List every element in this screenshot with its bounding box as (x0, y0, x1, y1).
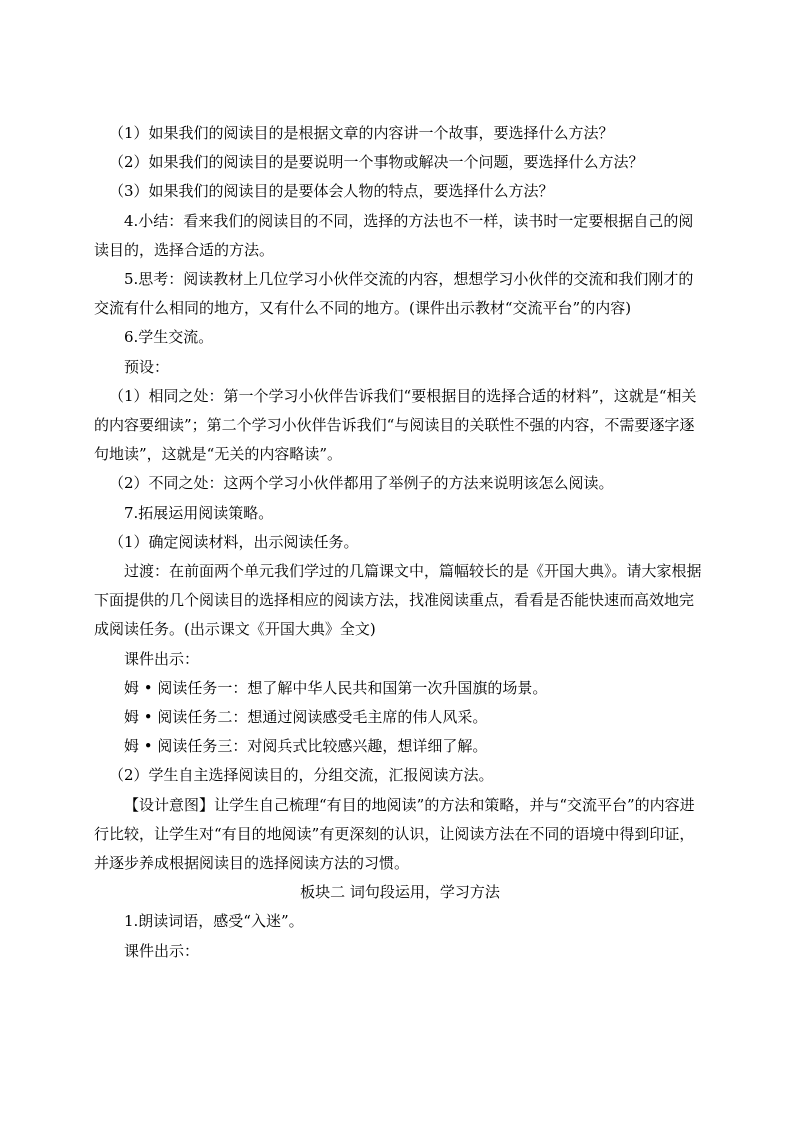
similarity-point: （1）相同之处：第一个学习小伙伴告诉我们“要根据目的选择合适的材料”，这就是“相关的内容要细读”；第二个学习小伙伴告诉我们“与阅读目的关联性不强的内容，不需要逐字逐句地读”，这就是“无关的内容略读”。 (94, 386, 697, 464)
step-4-summary: 4.小结：看来我们的阅读目的不同，选择的方法也不一样，读书时一定要根据自己的阅读目的，选择合适的方法。 (94, 211, 694, 259)
question-3: （3）如果我们的阅读目的是要体会人物的特点，要选择什么方法？ (109, 182, 554, 201)
preset-label: 预设： (124, 357, 170, 376)
step-7-extend: 7.拓展运用阅读策略。 (124, 503, 274, 522)
question-2: （2）如果我们的阅读目的是要说明一个事物或解决一个问题，要选择什么方法？ (109, 153, 644, 172)
question-1: （1）如果我们的阅读目的是根据文章的内容讲一个故事，要选择什么方法？ (109, 124, 614, 142)
step-6-exchange: 6.学生交流。 (124, 328, 214, 347)
document-body (94, 119, 706, 966)
reading-task-1: 姆 • 阅读任务一：想了解中华人民共和国第一次升国旗的场景。 (124, 678, 548, 697)
transition-paragraph: 过渡：在前面两个单元我们学过的几篇课文中，篇幅较长的是《开国大典》。请大家根据下面提供的几个阅读目的选择相应的阅读方法，找准阅读重点，看看是否能快速而高效地完成阅读任务。(出示课文《开国大典》全文) (94, 562, 702, 639)
step-5-think: 5.思考：阅读教材上几位学习小伙伴交流的内容，想想学习小伙伴的交流和我们刚才的交流有什么相同的地方，又有什么不同的地方。(课件出示教材“交流平台”的内容) (94, 270, 694, 318)
reading-task-3: 姆 • 阅读任务三：对阅兵式比较感兴趣，想详细了解。 (124, 737, 488, 756)
courseware-show-1: 课件出示： (124, 649, 200, 668)
self-select-purpose: （2）学生自主选择阅读目的，分组交流，汇报阅读方法。 (109, 766, 494, 785)
material-task: （1）确定阅读材料，出示阅读任务。 (109, 532, 359, 551)
step-1-read-words: 1.朗读词语，感受“入迷”。 (124, 912, 304, 931)
difference-point: （2）不同之处：这两个学习小伙伴都用了举例子的方法来说明该怎么阅读。 (109, 474, 614, 493)
design-intent: 【设计意图】让学生自己梳理“有目的地阅读”的方法和策略，并与“交流平台”的内容进行比较，让学生对“有目的地阅读”有更深刻的认识，让阅读方法在不同的语境中得到印证，并逐步养成根据阅读目的选择阅读方法的习惯。 (94, 795, 695, 873)
courseware-show-2: 课件出示： (124, 941, 200, 960)
section-heading: 板块二 词句段运用，学习方法 (300, 883, 500, 902)
reading-task-2: 姆 • 阅读任务二：想通过阅读感受毛主席的伟人风采。 (124, 708, 488, 727)
